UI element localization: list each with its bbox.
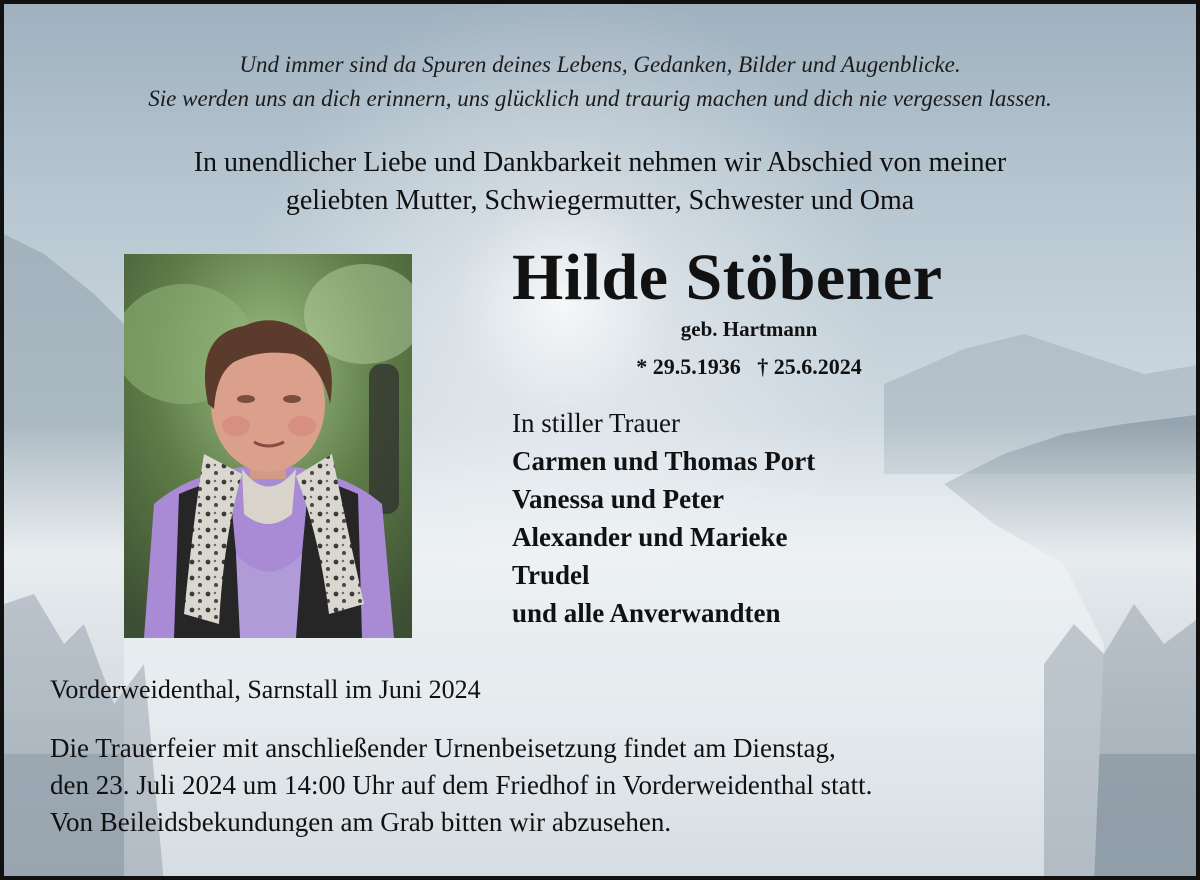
mourner-name: und alle Anverwandten — [512, 598, 781, 628]
place-and-date: Vorderweidenthal, Sarnstall im Juni 2024 — [50, 675, 481, 704]
ceremony-line-2: den 23. Juli 2024 um 14:00 Uhr auf dem Friedhof in Vorderweidenthal statt. — [50, 770, 873, 800]
mourner-name: Trudel — [512, 560, 590, 590]
mourner-name: Alexander und Marieke — [512, 522, 788, 552]
quote-line-2: Sie werden uns an dich erinnern, uns glücklich und traurig machen und dich nie vergessen lassen. — [148, 86, 1052, 111]
ceremony-line-1: Die Trauerfeier mit anschließender Urnenbeisetzung findet am Dienstag, — [50, 733, 836, 763]
life-dates: * 29.5.1936 † 25.6.2024 — [636, 354, 862, 379]
mourner-name: Vanessa und Peter — [512, 484, 725, 514]
ceremony-line-3: Von Beileidsbekundungen am Grab bitten wir abzusehen. — [50, 807, 672, 837]
intro-line-1: In unendlicher Liebe und Dankbarkeit nehmen wir Abschied von meiner — [193, 147, 1007, 178]
birth-name: geb. Hartmann — [680, 317, 818, 341]
quote-line-1: Und immer sind da Spuren deines Lebens, Gedanken, Bilder und Augenblicke. — [239, 52, 961, 77]
farewell-intro — [4, 144, 1196, 220]
memorial-quote — [4, 48, 1196, 116]
deceased-name: Hilde Stöbener — [512, 241, 943, 314]
mourners-block — [512, 404, 815, 632]
mourner-name: Carmen und Thomas Port — [512, 446, 816, 476]
ceremony-info — [50, 730, 872, 841]
intro-line-2: geliebten Mutter, Schwiegermutter, Schwester und Oma — [285, 185, 915, 216]
portrait-photo — [124, 254, 412, 638]
portrait-illustration — [124, 254, 412, 638]
mourners-heading: In stiller Trauer — [512, 408, 680, 438]
